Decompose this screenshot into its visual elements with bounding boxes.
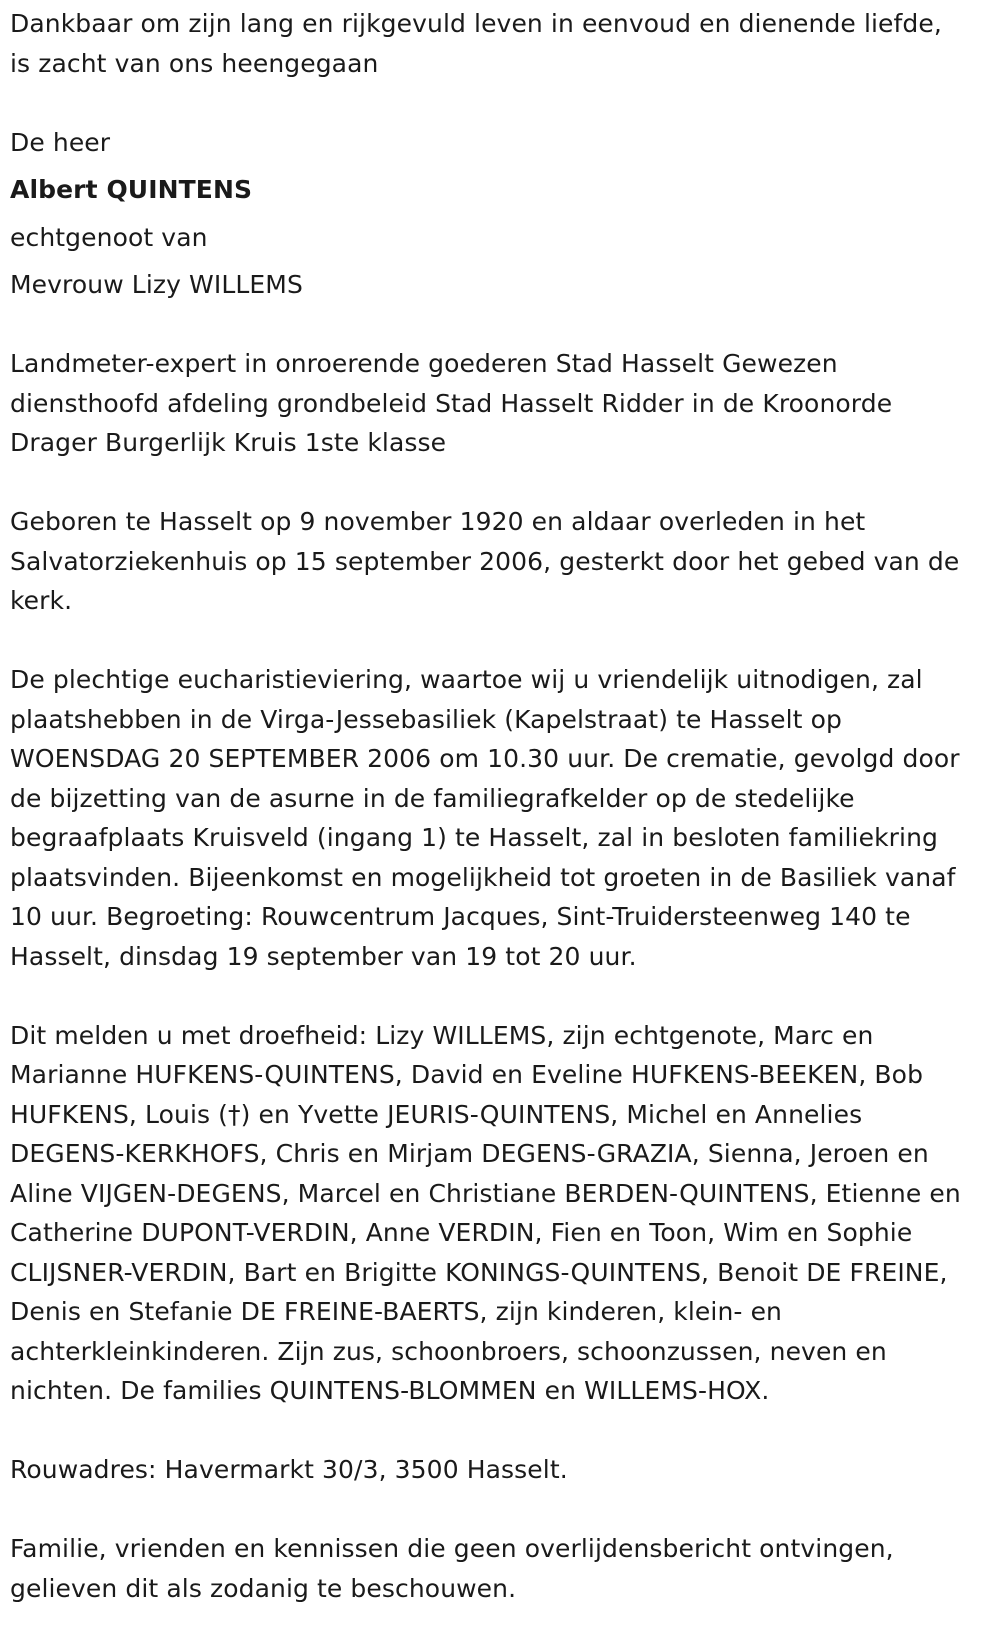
spacer — [10, 621, 970, 661]
spacer — [10, 463, 970, 503]
spouse-prefix: echtgenoot van — [10, 222, 208, 252]
closing-text: Familie, vrienden en kennissen die geen overlijdensbericht ontvingen, gelieven dit als zodanig te beschouwen. — [10, 1534, 894, 1603]
address-text: Rouwadres: Havermarkt 30/3, 3500 Hasselt. — [10, 1455, 568, 1484]
deceased-name: Albert QUINTENS — [10, 175, 253, 204]
spacer — [10, 1490, 970, 1530]
family-text: Dit melden u met droefheid: Lizy WILLEMS, zijn echtgenote, Marc en Marianne HUFKENS-QUINTENS, David en Eveline HUFKENS-BEEKEN, Bob HUFKENS, Louis (†) en Yvette JEURIS-QUINTENS, Michel en Annelies DEGENS-KERKHOFS, Chris en Mirjam DEGENS-GRAZIA, Sienna, Jeroen en Aline VIJGEN-DEGENS, Marcel en Christiane BERDEN-QUINTENS, Etienne en Catherine DUPONT-VERDIN, Anne VERDIN, Fien en Toon, Wim en Sophie CLIJSNER-VERDIN, Bart en Brigitte KONINGS-QUINTENS, Benoit DE FREINE, Denis en Stefanie DE FREINE-BAERTS, zijn kinderen, klein- en achterkleinkinderen. Zijn zus, schoonbroers, schoonzussen, neven en nichten. De families QUINTENS-BLOMMEN en WILLEMS-HOX. — [10, 1020, 961, 1405]
intro-text: Dankbaar om zijn lang en rijkgevuld leven in eenvoud en dienende liefde, is zacht van ons heengegaan — [10, 9, 942, 78]
spouse-name: Mevrouw Lizy WILLEMS — [10, 270, 303, 299]
spacer — [10, 305, 970, 345]
spacer — [10, 976, 970, 1016]
spacer — [10, 83, 970, 123]
spacer — [10, 1411, 970, 1451]
salutation: De heer — [10, 127, 111, 157]
ceremony-text: De plechtige eucharistieviering, waartoe wij u vriendelijk uitnodigen, zal plaatshebben in de Virga-Jessebasiliek (Kapelstraat) te Hasselt op WOENSDAG 20 SEPTEMBER 2006 om 10.30 uur. De crematie, gevolgd door de bijzetting van de asurne in de familiegrafkelder op de stedelijke begraafplaats Kruisveld (ingang 1) te Hasselt, zal in besloten familiekring plaatsvinden. Bijeenkomst en mogelijkheid tot groeten in de Basiliek vanaf 10 uur. Begroeting: Rouwcentrum Jacques, Sint-Truidersteenweg 140 te Hasselt, dinsdag 19 september van 19 tot 20 uur. — [10, 665, 960, 971]
titles-text: Landmeter-expert in onroerende goederen Stad Hasselt Gewezen diensthoofd afdeling grondbeleid Stad Hasselt Ridder in de Kroonorde Drager Burgerlijk Kruis 1ste klasse — [10, 349, 893, 457]
birth-death-text: Geboren te Hasselt op 9 november 1920 en aldaar overleden in het Salvatorziekenhuis op 15 september 2006, gesterkt door het gebed van de kerk. — [10, 507, 960, 615]
